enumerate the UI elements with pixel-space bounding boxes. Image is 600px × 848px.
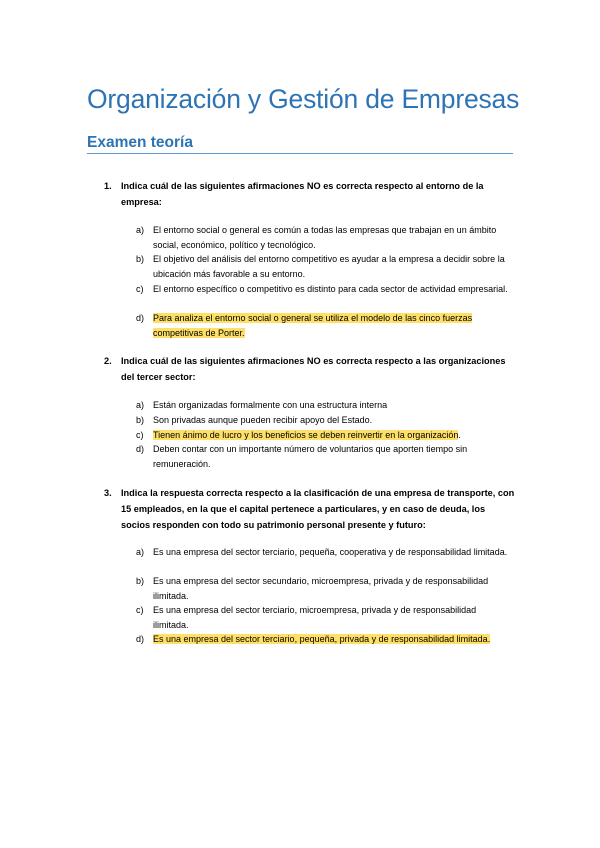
- option-text: El objetivo del análisis del entorno competitivo es ayudar a la empresa a decidir sobre la ubicación más favorable a su entorno.: [153, 254, 505, 279]
- option-text: Son privadas aunque pueden recibir apoyo del Estado.: [153, 415, 373, 425]
- option-text-highlighted: [153, 428, 511, 443]
- highlight: Es una empresa del sector terciario, pequeña, privada y de responsabilidad limitada.: [153, 634, 491, 644]
- option-text-highlighted: [153, 311, 511, 340]
- option-letter: a): [136, 225, 145, 235]
- option-letter: d): [136, 634, 145, 644]
- option-letter: d): [136, 444, 145, 454]
- page-title: Organización y Gestión de Empresas: [87, 84, 520, 114]
- option-suffix: .: [458, 430, 461, 440]
- option-text: Es una empresa del sector terciario, microempresa, privada y de responsabilidad ilimitada.: [153, 605, 477, 630]
- option-letter: d): [136, 313, 145, 323]
- question-text: Indica cuál de las siguientes afirmaciones NO es correcta respecto a las organizaciones del tercer sector:: [121, 356, 506, 382]
- option-letter: b): [136, 254, 145, 264]
- option-letter: c): [136, 605, 144, 615]
- option-letter: c): [136, 430, 144, 440]
- option-text: Están organizadas formalmente con una estructura interna: [153, 400, 388, 410]
- question-number: 2.: [104, 356, 112, 366]
- option-text: Es una empresa del sector terciario, pequeña, cooperativa y de responsabilidad limitada.: [153, 547, 508, 557]
- highlight: Para analiza el entorno social o general se utiliza el modelo de las cinco fuerzas competitivas de Porter.: [153, 313, 473, 338]
- question-number: 1.: [104, 181, 112, 191]
- option-letter: c): [136, 284, 144, 294]
- option-letter: a): [136, 400, 145, 410]
- option-letter: b): [136, 415, 145, 425]
- section-subtitle: Examen teoría: [87, 134, 513, 154]
- option-text: Deben contar con un importante número de voluntarios que aporten tiempo sin remuneración.: [153, 444, 468, 469]
- option-text-highlighted: [153, 632, 511, 647]
- question-number: 3.: [104, 488, 112, 498]
- option-text: El entorno social o general es común a todas las empresas que trabajan en un ámbito social, económico, político y tecnológico.: [153, 225, 497, 250]
- option-letter: a): [136, 547, 145, 557]
- option-letter: b): [136, 576, 145, 586]
- question-text: Indica cuál de las siguientes afirmaciones NO es correcta respecto al entorno de la empresa:: [121, 181, 484, 207]
- highlight: Tienen ánimo de lucro y los beneficios se deben reinvertir en la organización: [153, 430, 459, 440]
- option-text: Es una empresa del sector secundario, microempresa, privada y de responsabilidad ilimitada.: [153, 576, 489, 601]
- option-text: El entorno específico o competitivo es distinto para cada sector de actividad empresarial.: [153, 284, 508, 294]
- question-text: Indica la respuesta correcta respecto a la clasificación de una empresa de transporte, con 15 empleados, en la que el capital pertenece a particulares, y en caso de deuda, los socios responden con todo su patrimonio personal presente y futuro:: [121, 488, 515, 530]
